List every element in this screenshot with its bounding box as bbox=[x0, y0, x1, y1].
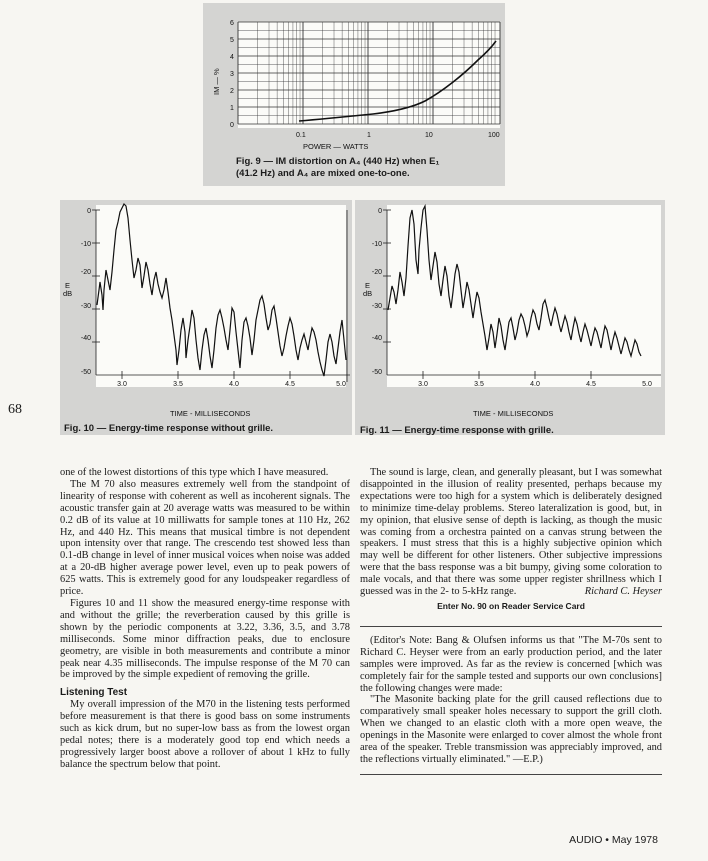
divider bbox=[360, 774, 662, 775]
paragraph: The M 70 also measures extremely well from the standpoint of linearity of response with coherent as well as incoherent signals. The acoustic transfer gain at 20 average watts was measured to be within 0.2 dB of its value at 10 milliwatts for sample tones at 110 Hz, 262 Hz, and 440 Hz. This means that musical timbre is not dependent upon intensity over that range. The crescendo test showed less than 0.1-dB change in level of inner musical voices when noise was added at a 20-dB higher average power level, even up to peak powers of 625 watts. This is extremely good for any loudspeaker regardless of price. bbox=[60, 478, 350, 598]
fig9-ytick: 5 bbox=[230, 37, 234, 44]
fig9-x-tick-labels bbox=[296, 132, 500, 139]
left-column bbox=[60, 467, 350, 771]
fig11-energy-trace bbox=[388, 206, 641, 356]
fig11-x-tick-labels bbox=[418, 381, 652, 388]
fig11-x-axis-label: TIME - MILLISECONDS bbox=[473, 409, 554, 418]
fig9-xtick: 1 bbox=[367, 132, 371, 139]
fig9-im-curve bbox=[299, 41, 496, 121]
page-footer: AUDIO • May 1978 bbox=[569, 834, 658, 846]
fig9-xtick: 10 bbox=[425, 132, 433, 139]
fig10-y-axis-label-db: dB bbox=[63, 289, 73, 298]
fig11-xtick: 3.5 bbox=[474, 381, 484, 388]
fig10-xtick: 3.0 bbox=[117, 381, 127, 388]
fig10-ytick: -20 bbox=[80, 269, 91, 276]
fig9-ytick: 0 bbox=[230, 122, 234, 129]
author-signature: Richard C. Heyser bbox=[584, 586, 662, 598]
fig10-x-tick-labels bbox=[117, 381, 346, 388]
fig9-xtick: 0.1 bbox=[296, 132, 306, 139]
fig10-ytick: -10 bbox=[80, 241, 91, 248]
fig9-xtick: 100 bbox=[488, 132, 500, 139]
fig10-ytick: -40 bbox=[80, 335, 91, 342]
fig10-y-tick-labels bbox=[81, 208, 91, 376]
fig9-gridlines bbox=[238, 22, 500, 124]
paragraph: one of the lowest distortions of this type which I have measured. bbox=[60, 467, 329, 478]
fig11-ytick: -40 bbox=[371, 335, 382, 342]
right-column bbox=[360, 467, 662, 775]
fig11-ytick: 0 bbox=[378, 208, 382, 215]
fig11-xtick: 3.0 bbox=[418, 381, 428, 388]
paragraph: My overall impression of the M70 in the listening tests performed before measurement is that there is good bass on some instruments such as kick drum, but no super-low bass as from the lowest organ pedal notes; there is a moderately good top end which needs a progressively larger boost above a rollover of about 1 kHz to fully balance the spectrum below that point. bbox=[60, 699, 350, 770]
fig9-ytick: 3 bbox=[230, 71, 234, 78]
fig10-ytick: -50 bbox=[80, 369, 91, 376]
fig10-ytick: -30 bbox=[80, 303, 91, 310]
editor-note: (Editor's Note: Bang & Olufsen informs us that "The M-70s sent to Richard C. Heyser were from an early production period, and the later samples were improved. As far as the review is concerned [which was completely fair for the sample tested and supports our own conclusions] the following changes were made: bbox=[360, 634, 662, 694]
fig9-chart bbox=[203, 3, 505, 153]
fig10-frame bbox=[96, 210, 350, 382]
fig10-xtick: 5.0 bbox=[336, 381, 346, 388]
fig9-y-axis-label: IM — % bbox=[212, 68, 221, 95]
fig11-xtick: 5.0 bbox=[642, 381, 652, 388]
editor-quote: "The Masonite backing plate for the grill caused reflections due to comparatively small speaker holes necessary to support the grill cloth. When we changed to an elastic cloth with a more open weave, the openings in the Masonite were enlarged to cover almost the whole front area of the speaker. Treble transmission was appreciably improved, and the reflections virtually eliminated." —E.P.) bbox=[360, 694, 662, 765]
fig11-chart bbox=[355, 200, 665, 435]
paragraph bbox=[360, 467, 662, 598]
fig10-xtick: 3.5 bbox=[173, 381, 183, 388]
fig10-caption: Fig. 10 — Energy-time response without grille. bbox=[64, 423, 274, 434]
fig10-ytick: 0 bbox=[87, 208, 91, 215]
fig9-caption bbox=[236, 156, 496, 180]
divider bbox=[360, 626, 662, 627]
fig10-xtick: 4.0 bbox=[229, 381, 239, 388]
paragraph-text: The sound is large, clean, and generally pleasant, but I was somewhat disappointed in the illusion of reality presented, perhaps because my expectations were too high for a system which is deliberately designed to minimize time-delay problems. Stereo lateralization is good, but, in my opinion, that elusive sense of depth is lacking, as though the music was coming from a orchestra painted on a canvas strung between the speakers. I must stress that this is a highly subjective opinion which may well be different for other listeners. Other subjective impressions were that the bass response was a bit bumpy, giving some coloration to male vocals, and that there was some upper register shrillness which I guessed was in the 2- to 5-kHz range. bbox=[360, 467, 662, 598]
fig9-ytick: 1 bbox=[230, 105, 234, 112]
fig10-y-axis-label-e: E bbox=[65, 281, 71, 290]
fig9-ytick: 2 bbox=[230, 88, 234, 95]
fig10-energy-trace bbox=[97, 204, 346, 376]
fig10-chart bbox=[60, 200, 352, 435]
fig11-ytick: -30 bbox=[371, 303, 382, 310]
fig11-y-tick-labels bbox=[372, 208, 382, 376]
fig10-xtick: 4.5 bbox=[285, 381, 295, 388]
fig10-axis-ticks bbox=[92, 210, 290, 379]
fig11-ytick: -10 bbox=[371, 241, 382, 248]
fig9-y-tick-labels bbox=[230, 20, 234, 129]
fig11-y-axis-label-e: E bbox=[365, 281, 371, 290]
fig10-x-axis-label: TIME - MILLISECONDS bbox=[170, 409, 251, 418]
fig9-caption-line2: (41.2 Hz) and A₄ are mixed one-to-one. bbox=[236, 168, 410, 179]
section-heading: Listening Test bbox=[60, 687, 128, 699]
fig9-ytick: 4 bbox=[230, 54, 234, 61]
page-number: 68 bbox=[8, 402, 22, 417]
fig9-x-axis-label: POWER — WATTS bbox=[303, 142, 369, 151]
fig9-caption-line1: Fig. 9 — IM distortion on A₄ (440 Hz) when E₁ bbox=[236, 156, 440, 167]
fig9-ytick: 6 bbox=[230, 20, 234, 27]
fig11-ytick: -20 bbox=[371, 269, 382, 276]
fig11-ytick: -50 bbox=[371, 369, 382, 376]
fig11-xtick: 4.5 bbox=[586, 381, 596, 388]
paragraph: Figures 10 and 11 show the measured energy-time response with and without the grille; the reverberation caused by this grille is shown by the periodic components at 3.22, 3.36, 3.5, and 3.78 milliseconds. Some minor diffraction peaks, due to enclosure geometry, are visible in both measurements and contribute a minor peak near 4.35 milliseconds. The impulse response of the M 70 can be improved by the simple expedient of removing the grille. bbox=[60, 597, 350, 681]
fig11-y-axis-label-db: dB bbox=[363, 289, 373, 298]
fig11-xtick: 4.0 bbox=[530, 381, 540, 388]
fig11-caption: Fig. 11 — Energy-time response with grille. bbox=[360, 425, 554, 436]
reader-service-note: Enter No. 90 on Reader Service Card bbox=[437, 600, 585, 611]
